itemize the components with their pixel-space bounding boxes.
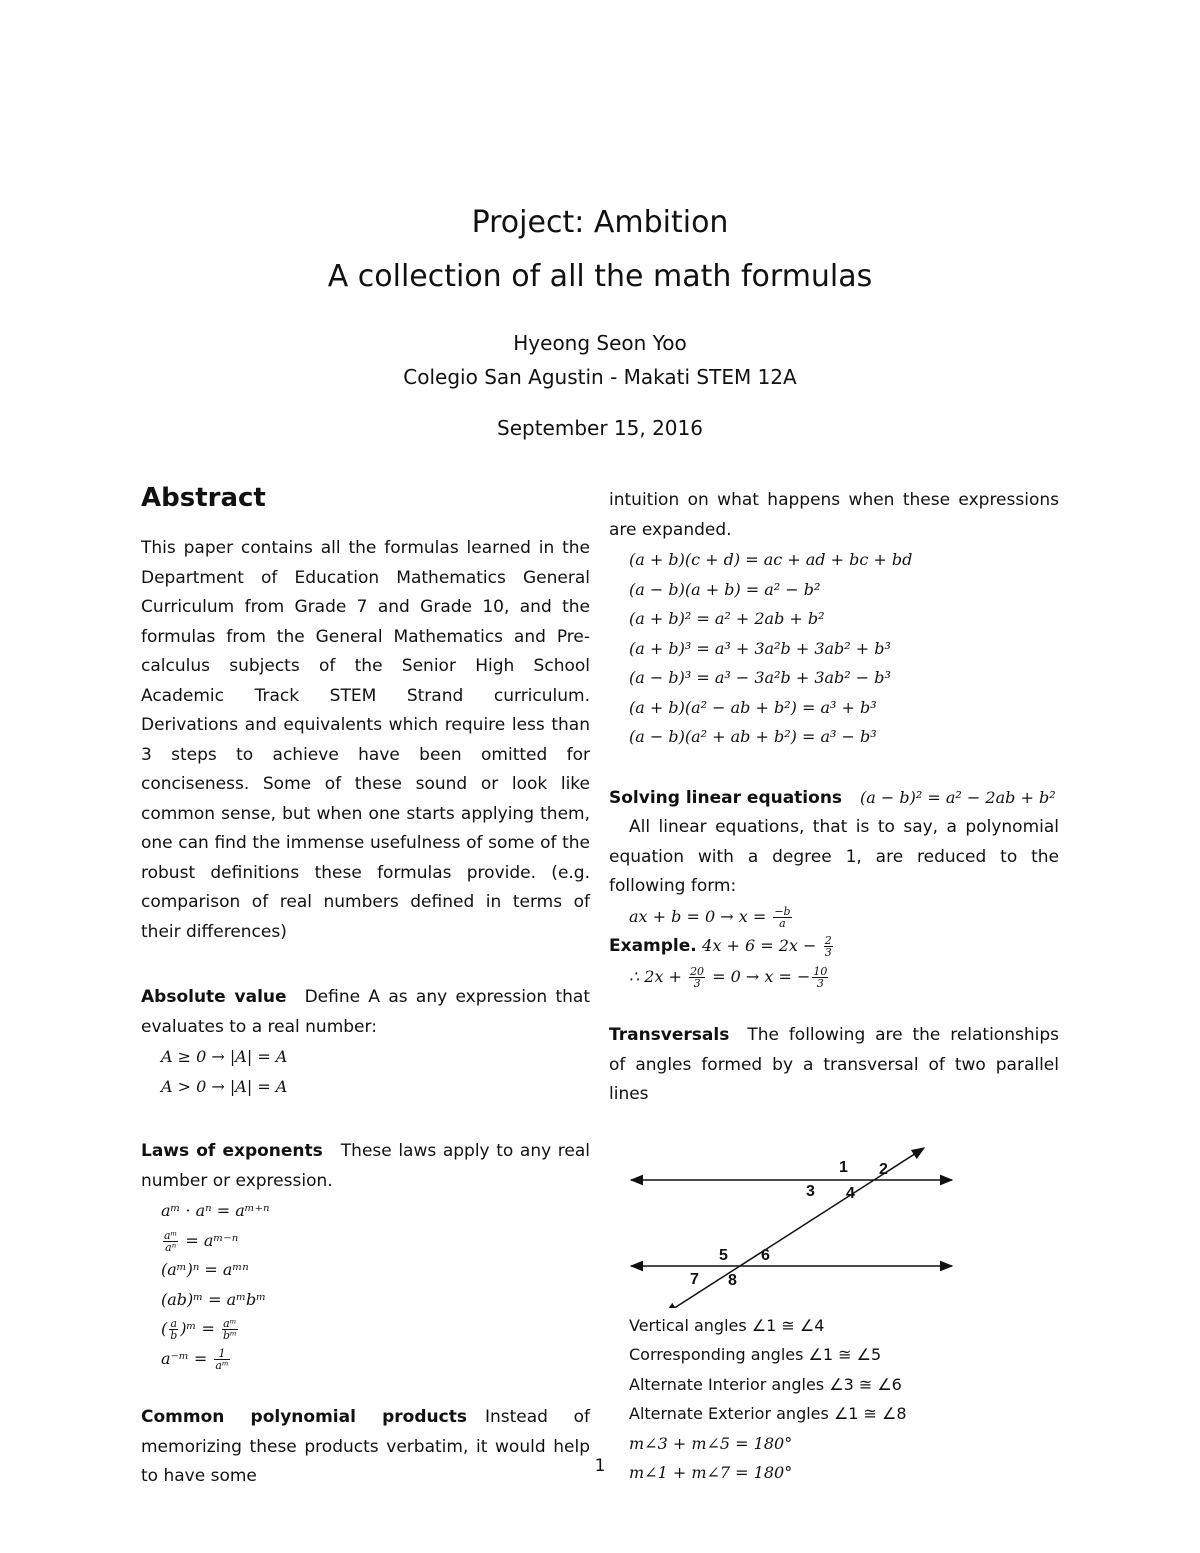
transversal-diagram	[609, 1118, 1059, 1308]
exponent-law-product: aᵐ · aⁿ = aᵐ⁺ⁿ	[161, 1201, 270, 1220]
exponents-text: These laws apply to any real number or expression.	[141, 1141, 590, 1191]
fraction: $\frac{10}{3}$	[813, 964, 828, 990]
transversals-text: The following are the relationships of angles formed by a transversal of two parallel lines	[609, 1025, 1059, 1104]
page-number: 1	[594, 1456, 606, 1476]
polynomial-formula: (a + b)² = a² + 2ab + b²	[629, 609, 825, 628]
exponents-paragraph	[141, 1137, 590, 1196]
angle-relation: m∠1 + m∠7 = 180°	[629, 1463, 793, 1482]
date: September 15, 2016	[497, 416, 703, 440]
polynomial-formula: (a − b)³ = a³ − 3a²b + 3ab² − b³	[629, 668, 891, 687]
linear-equations-text: All linear equations, that is to say, a polynomial equation with a degree 1, are reduced to the following form:	[609, 817, 1059, 896]
linear-general-form: ax + b = 0 → x = $\frac{-b}{a}$	[629, 904, 791, 930]
polynomial-text: Instead of memorizing these products verbatim, it would help to have some	[141, 1407, 590, 1486]
fraction: $\frac{-b}{a}$	[774, 904, 791, 930]
polynomial-formula: (a − b)(a² + ab + b²) = a³ − b³	[629, 727, 877, 746]
absolute-value-formula: A > 0 → |A| = A	[161, 1076, 288, 1096]
linear-example: Example. 4x + 6 = 2x − $\frac{2}{3}$	[609, 933, 832, 959]
transversals-heading: Transversals	[609, 1025, 730, 1045]
polynomial-paragraph	[141, 1403, 590, 1492]
angle-relation: Alternate Exterior angles ∠1 ≅ ∠8	[629, 1404, 907, 1423]
angle-label-4: 4	[846, 1184, 855, 1202]
angle-relation: Corresponding angles ∠1 ≅ ∠5	[629, 1345, 882, 1364]
absolute-value-formula: A ≥ 0 → |A| = A	[161, 1047, 288, 1066]
abstract-heading: Abstract	[141, 483, 266, 513]
fraction: $\frac{\text{aᵐ}}{\text{bᵐ}}$	[222, 1317, 237, 1342]
angle-label-5: 5	[719, 1246, 728, 1264]
exponent-law-negative: a⁻ᵐ = $\frac{1}{\text{aᵐ}}$	[161, 1346, 229, 1372]
angle-relation: Vertical angles ∠1 ≅ ∠4	[629, 1315, 825, 1335]
polynomial-formula: (a − b)(a + b) = a² − b²	[629, 579, 821, 599]
fraction: $\frac{a}{b}$	[170, 1317, 178, 1342]
angle-relation: Alternate Interior angles ∠3 ≅ ∠6	[629, 1374, 902, 1394]
example-label: Example.	[609, 936, 697, 956]
linear-example-solution: ∴ 2x + $\frac{20}{3}$ = 0 → x = − $\frac{10}{3}$	[629, 964, 828, 990]
angle-relation: m∠3 + m∠5 = 180°	[629, 1433, 793, 1453]
absolute-value-paragraph	[141, 983, 590, 1042]
angle-label-1: 1	[839, 1158, 848, 1176]
author: Hyeong Seon Yoo	[513, 331, 687, 355]
linear-equations-heading-formula: (a − b)² = a² − 2ab + b²	[860, 787, 1056, 807]
angle-label-6: 6	[761, 1246, 770, 1264]
angle-label-2: 2	[879, 1160, 888, 1178]
polynomial-formula-list	[609, 545, 1059, 752]
exponent-law-product-power: (ab)ᵐ = aᵐbᵐ	[161, 1289, 267, 1309]
polynomial-formula: (a + b)(a² − ab + b²) = a³ + b³	[629, 697, 877, 717]
left-column	[141, 480, 590, 1492]
abstract-text: This paper contains all the formulas learned in the Department of Education Mathematics General Curriculum from Grade 7 and Grade 10, and the formulas from the General Mathematics and Pre-calculus subjects of the Senior High School Academic Track STEM Strand curriculum. Derivations and equivalents which require less than 3 steps to achieve have been omitted for conciseness. Some of these sound or look like common sense, but when one starts applying them, one can find the immense usefulness of some of the robust definitions these formulas provide. (e.g. comparison of real numbers defined in terms of their differences)	[141, 538, 590, 942]
fraction: $\frac{\text{aᵐ}}{\text{aⁿ}}$	[164, 1228, 178, 1254]
fraction: $\frac{2}{3}$	[824, 933, 832, 959]
exponents-heading: Laws of exponents	[141, 1141, 323, 1161]
linear-equations-heading-line	[609, 783, 1059, 814]
polynomial-text-continued: intuition on what happens when these expressions are expanded.	[609, 490, 1059, 540]
fraction: $\frac{1}{\text{aᵐ}}$	[215, 1346, 229, 1372]
angle-label-7: 7	[690, 1270, 699, 1288]
transversals-paragraph	[609, 1021, 1059, 1110]
angle-label-8: 8	[728, 1271, 737, 1289]
title-line-2: A collection of all the math formulas	[327, 259, 873, 294]
fraction: $\frac{20}{3}$	[690, 964, 705, 990]
exponent-law-quotient-power: ( $\frac{a}{b}$ )ᵐ = $\frac{\text{aᵐ}}{\text{bᵐ}}$	[161, 1317, 237, 1342]
absolute-value-text: Define A as any expression that evaluates to a real number:	[141, 987, 591, 1037]
polynomial-formula: (a + b)³ = a³ + 3a²b + 3ab² + b³	[629, 638, 891, 658]
affiliation: Colegio San Agustin - Makati STEM 12A	[403, 365, 797, 389]
right-column	[609, 486, 1059, 1488]
exponent-law-power: (aᵐ)ⁿ = aᵐⁿ	[161, 1260, 249, 1279]
absolute-value-heading: Absolute value	[141, 987, 287, 1007]
exponent-law-quotient: $\frac{\text{aᵐ}}{\text{aⁿ}}$ = aᵐ⁻ⁿ	[164, 1228, 239, 1254]
polynomial-heading: Common polynomial products	[141, 1407, 467, 1427]
polynomial-formula: (a + b)(c + d) = ac + ad + bc + bd	[629, 550, 913, 569]
linear-equations-heading: Solving linear equations	[609, 787, 843, 808]
angle-label-3: 3	[806, 1182, 815, 1200]
title-line-1: Project: Ambition	[471, 205, 729, 240]
